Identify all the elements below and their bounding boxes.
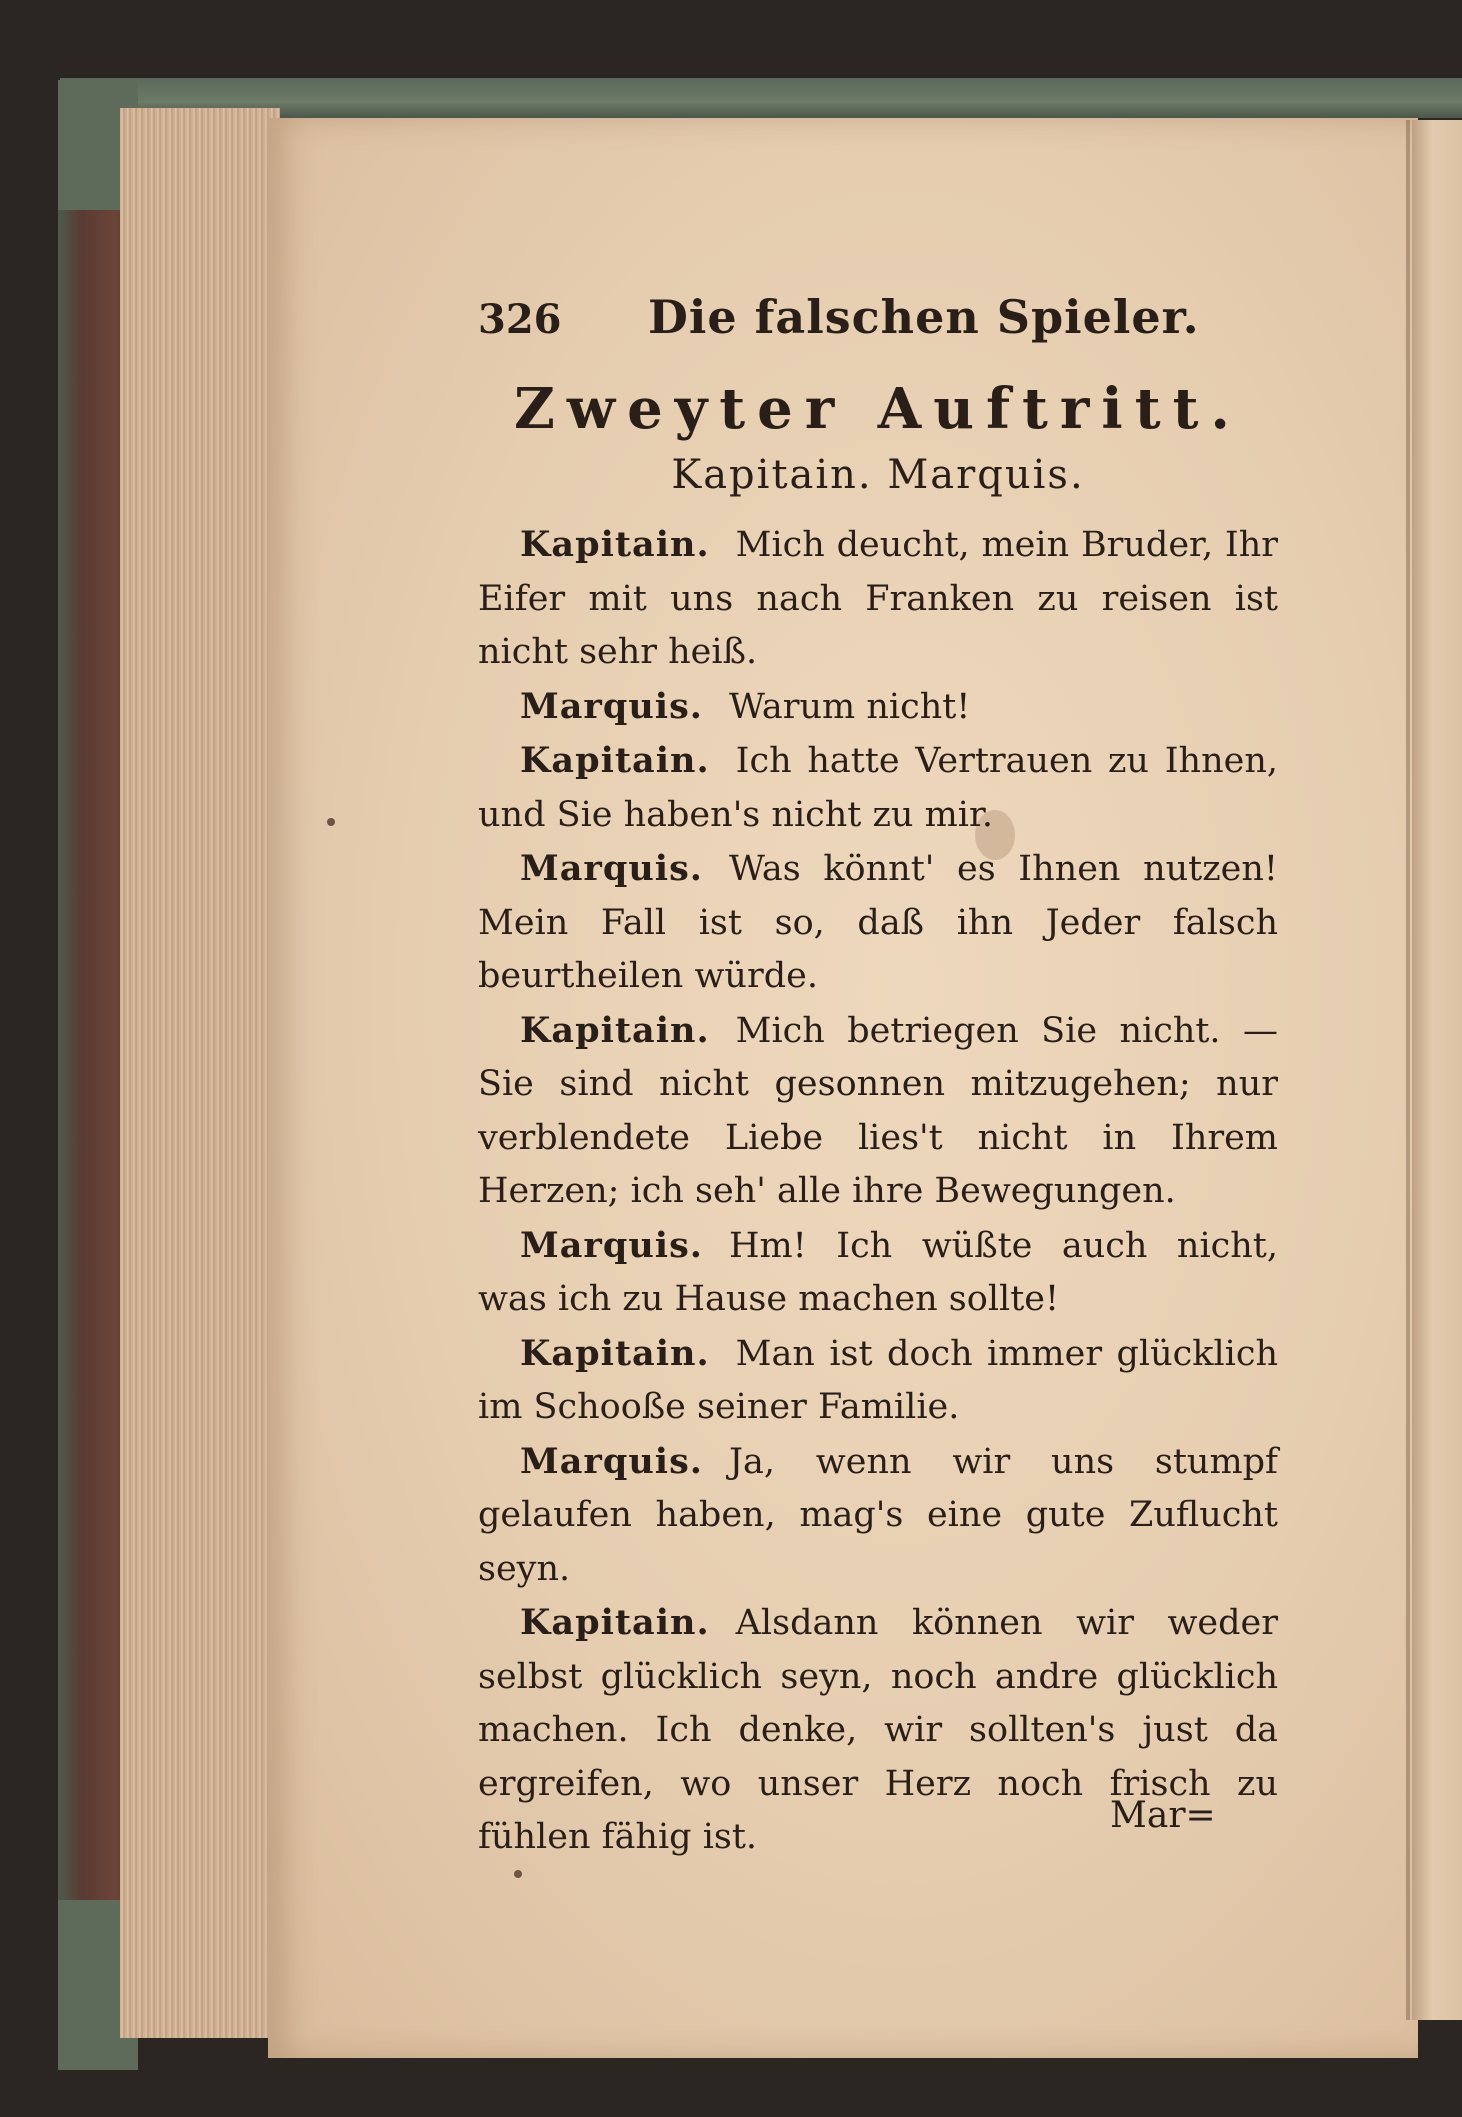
- speaker-name: Marquis.: [520, 685, 703, 727]
- speaker-name: Kapitain.: [520, 1009, 710, 1051]
- speaker-name: Kapitain.: [520, 1602, 710, 1643]
- paper-speck: [327, 818, 335, 826]
- speaker-name: Kapitain.: [520, 740, 710, 781]
- speech-text: Ja, wenn wir uns stumpf gelaufen haben, mag's eine gute Zuflucht seyn.: [478, 1441, 1278, 1589]
- dialogue-entry: [478, 1219, 1278, 1327]
- dialogue-entry: [478, 680, 1278, 735]
- scene-title: Zweyter Auftritt.: [514, 376, 1242, 442]
- speaker-name: Marquis.: [520, 848, 703, 889]
- dialogue-entry: [478, 1435, 1278, 1597]
- speaker-name: Kapitain.: [520, 1332, 710, 1374]
- speech-text: Warum nicht!: [728, 686, 971, 727]
- speech-text: Mich deucht, mein Bruder, Ihr Eifer mit uns nach Franken zu reisen ist nicht sehr heiß.: [478, 525, 1278, 672]
- running-title: Die falschen Spieler.: [648, 290, 1200, 344]
- speech-text: Ich hatte Vertrauen zu Ihnen, und Sie haben's nicht zu mir.: [478, 741, 1278, 835]
- dialogue-entry: [478, 518, 1278, 680]
- dialogue-entry: [478, 1004, 1278, 1219]
- speech-text: Mich betriegen Sie nicht. — Sie sind nicht gesonnen mitzugehen; nur verblendete Liebe lies't nicht in Ihrem Herzen; ich seh' alle ihre Bewegungen.: [478, 1010, 1278, 1211]
- dialogue-entry: [478, 734, 1278, 842]
- page-text: [478, 290, 1278, 1865]
- page-number: 326: [478, 296, 562, 343]
- gutter-shadow: [1406, 120, 1410, 2020]
- dialogue-entry: [478, 842, 1278, 1004]
- speaker-name: Marquis.: [520, 1224, 703, 1266]
- catchword: Mar=: [1110, 1795, 1216, 1836]
- speech-text: Alsdann können wir weder selbst glücklich seyn, noch andre glücklich machen. Ich denke, wir sollten's just da ergreifen, wo unser Herz noch frisch zu fühlen fähig ist.: [478, 1603, 1278, 1857]
- speech-text: Man ist doch immer glücklich im Schooße seiner Familie.: [478, 1333, 1278, 1427]
- speaker-name: Marquis.: [520, 1440, 703, 1482]
- facing-page-edge: [1412, 120, 1462, 2020]
- dialogue-entry: [478, 1327, 1278, 1435]
- character-list: Kapitain. Marquis.: [671, 452, 1085, 498]
- speaker-name: Kapitain.: [520, 524, 710, 565]
- speech-text: Hm! Ich wüßte auch nicht, was ich zu Hause machen sollte!: [478, 1225, 1278, 1319]
- page-edges: [120, 108, 280, 2038]
- page-header: [478, 290, 1278, 360]
- paper-speck: [514, 1870, 522, 1878]
- speech-text: Was könnt' es Ihnen nutzen! Mein Fall ist so, daß ihn Jeder falsch beurtheilen würde.: [478, 849, 1278, 996]
